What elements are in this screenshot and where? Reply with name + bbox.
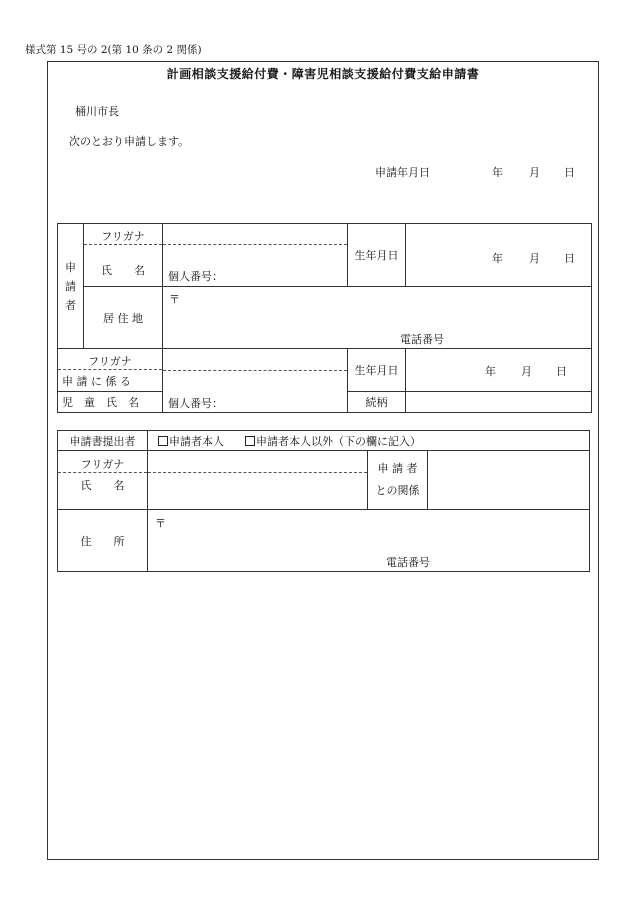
application-year-label: 年 (492, 166, 503, 179)
applicant-address-label: 居 住 地 (84, 287, 163, 349)
applicant-furigana-label: フリガナ (101, 230, 145, 243)
applicant-postal-mark: 〒 (169, 293, 180, 306)
applicant-personal-number-label: 個人番号： (168, 270, 223, 283)
applicant-birthdate-field[interactable]: 年 月 日 (406, 224, 592, 287)
checkbox-icon[interactable] (245, 436, 255, 446)
child-relationship-field[interactable] (406, 392, 592, 413)
applicant-table (57, 223, 592, 413)
child-label-line2-cell (58, 392, 163, 413)
application-month-label: 月 (529, 166, 540, 179)
applicant-phone-label: 電話番号 (400, 333, 444, 346)
child-relationship-label: 続柄 (348, 392, 406, 413)
submitter-name-field[interactable] (148, 451, 368, 510)
child-furigana-label: フリガナ (88, 355, 132, 368)
applicant-section-label: 申 請 者 (58, 224, 84, 349)
applicant-name-label: 氏 名 (101, 264, 145, 277)
checkbox-icon[interactable] (158, 436, 168, 446)
intro-text: 次のとおり申請します。 (69, 135, 190, 148)
submitter-phone-label: 電話番号 (386, 556, 430, 569)
submitter-name-label-cell (58, 451, 148, 510)
applicant-name-field[interactable] (163, 224, 348, 287)
child-personal-number-label: 個人番号： (168, 396, 223, 410)
submitter-furigana-label: フリガナ (80, 458, 125, 471)
submitter-name-label: 氏 名 (80, 479, 125, 492)
form-title: 計画相談支援給付費・障害児相談支援給付費支給申請書 (166, 67, 480, 81)
submitter-address-label: 住 所 (58, 510, 148, 572)
submitter-postal-mark: 〒 (155, 517, 166, 530)
submitter-table (57, 430, 590, 572)
submitter-other-option[interactable]: 申請者本人以外（下の欄に記入） (245, 435, 421, 448)
submitter-self-option[interactable]: 申請者本人 (158, 435, 224, 448)
submitter-label: 申請書提出者 (58, 431, 148, 451)
child-label-line2: 児 童 氏 名 (62, 396, 139, 409)
applicant-address-field[interactable] (163, 287, 592, 349)
submitter-relation-field[interactable] (428, 451, 590, 510)
form-number: 様式第 15 号の 2(第 10 条の 2 関係) (25, 44, 202, 56)
submitter-relation-label-cell (368, 451, 428, 510)
applicant-birthdate-label: 生年月日 (348, 224, 406, 287)
addressee: 桶川市長 (75, 105, 119, 118)
applicant-name-label-cell (84, 224, 163, 287)
submitter-relation-label-line1: 申 請 者 (377, 462, 418, 475)
child-birthdate-field[interactable]: 年 月 日 (406, 349, 592, 392)
submitter-relation-label-line2: との関係 (375, 484, 420, 497)
submitter-address-field[interactable] (148, 510, 590, 572)
child-name-field[interactable] (163, 349, 348, 413)
child-birthdate-label: 生年月日 (348, 349, 406, 392)
child-name-label-cell (58, 349, 163, 392)
application-day-label: 日 (564, 166, 575, 179)
submitter-options (148, 431, 590, 451)
application-date-label: 申請年月日 (375, 166, 430, 179)
child-label-line1: 申 請 に 係 る (62, 375, 131, 388)
